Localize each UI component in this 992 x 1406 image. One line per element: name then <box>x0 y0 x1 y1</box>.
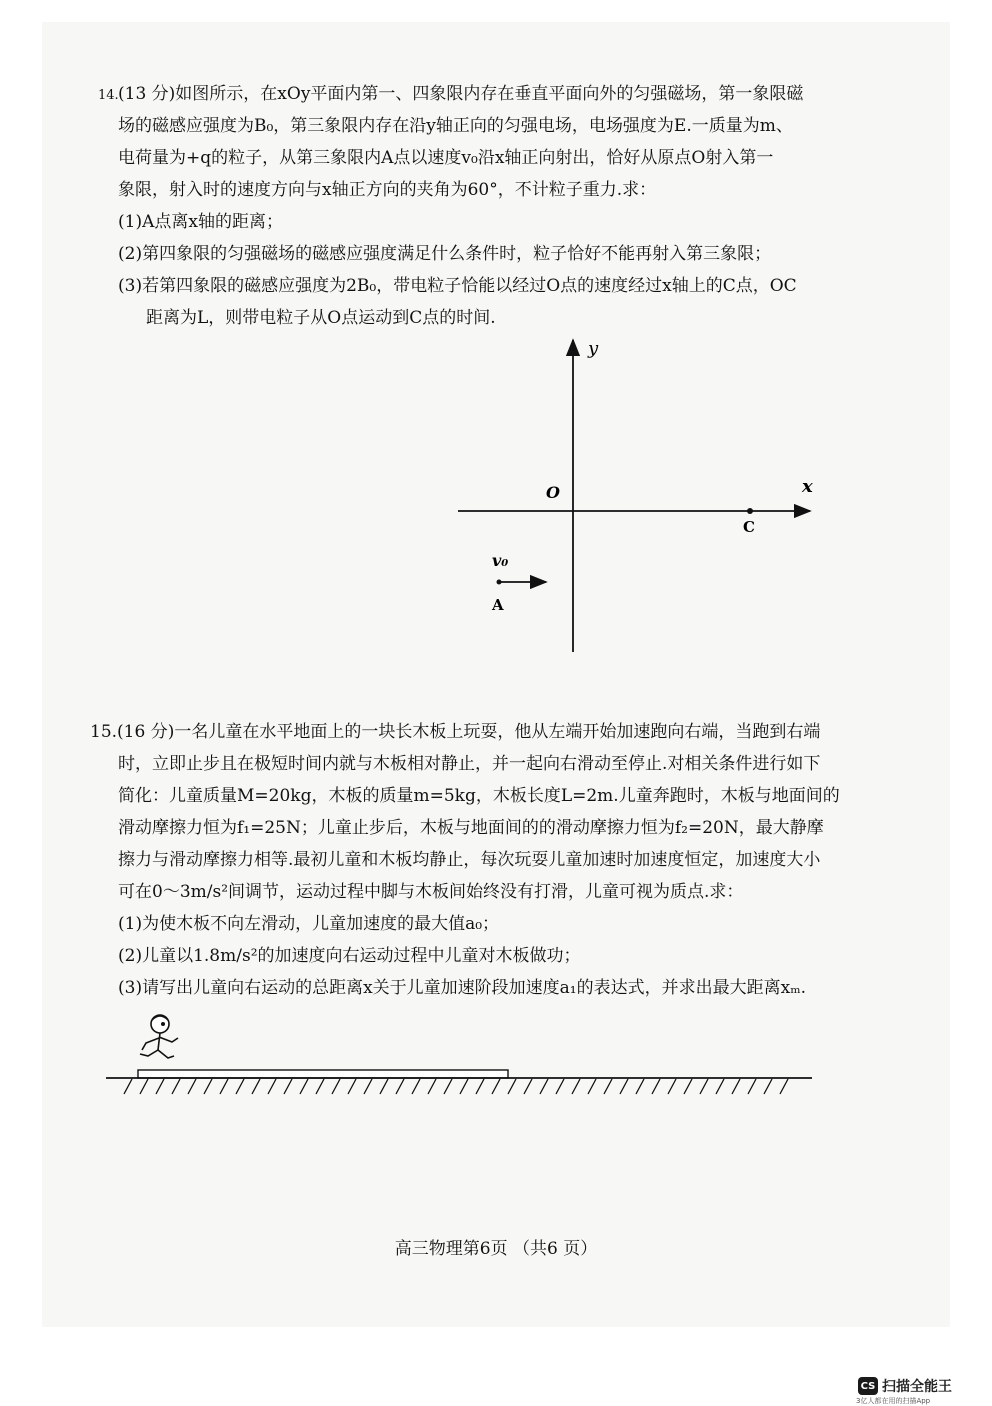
q15-line: 滑动摩擦力恒为f₁=25N；儿童止步后，木板与地面间的的滑动摩擦力恒为f₂=20N，最大静摩 <box>118 818 824 838</box>
coordinate-diagram <box>440 330 830 660</box>
child-plank-diagram <box>100 1010 820 1100</box>
q14-subq-2: (2)第四象限的匀强磁场的磁感应强度满足什么条件时，粒子恰好不能再射入第三象限； <box>118 244 772 264</box>
point-c <box>747 508 753 514</box>
brand-tagline: 3亿人都在用的扫描App <box>856 1397 931 1405</box>
x-axis-label: x <box>802 476 813 497</box>
q15-line: 可在0～3m/s²间调节，运动过程中脚与木板间始终没有打滑，儿童可视为质点.求： <box>118 882 744 902</box>
y-axis-label: y <box>588 338 599 359</box>
q14-subq-3-cont: 距离为L，则带电粒子从O点运动到C点的时间. <box>146 308 496 328</box>
q14-line: (13 分)如图所示，在xOy平面内第一、四象限内存在垂直平面向外的匀强磁场，第一象限磁 <box>118 84 804 104</box>
q14-line: 电荷量为+q的粒子，从第三象限内A点以速度v₀沿x轴正向射出，恰好从原点O射入第一 <box>118 148 774 168</box>
q15-subq-2: (2)儿童以1.8m/s²的加速度向右运动过程中儿童对木板做功； <box>118 946 581 966</box>
ground-hatching <box>124 1079 788 1094</box>
q15-line: 15.(16 分)一名儿童在水平地面上的一块长木板上玩耍，他从左端开始加速跑向右端，当跑到右端 <box>90 722 821 742</box>
origin-label: O <box>546 483 560 502</box>
q14-subq-1: (1)A点离x轴的距离； <box>118 212 283 232</box>
q14-line: 场的磁感应强度为B₀，第三象限内存在沿y轴正向的匀强电场，电场强度为E.一质量为m、 <box>118 116 793 136</box>
camscanner-logo-icon: CS <box>858 1377 878 1395</box>
question-15 <box>90 716 840 1004</box>
scanner-brand <box>858 1376 952 1396</box>
page-footer: 高三物理第6页 （共6 页） <box>394 1239 598 1259</box>
q15-line: 擦力与滑动摩擦力相等.最初儿童和木板均静止，每次玩耍儿童加速时加速度恒定，加速度大小 <box>118 850 821 870</box>
brand-name: 扫描全能王 <box>882 1379 952 1395</box>
point-a-label: A <box>492 596 504 614</box>
point-c-label: C <box>743 518 755 536</box>
velocity-label: v₀ <box>492 551 509 570</box>
q15-subq-3: (3)请写出儿童向右运动的总距离x关于儿童加速阶段加速度a₁的表达式，并求出最大距离xₘ. <box>118 978 807 998</box>
plank <box>138 1070 508 1078</box>
q14-line: 象限，射入时的速度方向与x轴正方向的夹角为60°，不计粒子重力.求： <box>118 180 657 200</box>
q15-line: 时，立即止步且在极短时间内就与木板相对静止，并一起向右滑动至停止.对相关条件进行如下 <box>118 754 821 774</box>
q15-subq-1: (1)为使木板不向左滑动，儿童加速度的最大值a₀； <box>118 914 500 934</box>
q15-line: 简化：儿童质量M=20kg，木板的质量m=5kg，木板长度L=2m.儿童奔跑时，木板与地面间的 <box>118 786 840 806</box>
q14-subq-3: (3)若第四象限的磁感应强度为2B₀，带电粒子恰能以经过O点的速度经过x轴上的C点，OC <box>118 276 797 296</box>
question-14-number: 14. <box>98 88 119 103</box>
question-14 <box>118 78 803 334</box>
child-figure <box>140 1015 178 1058</box>
